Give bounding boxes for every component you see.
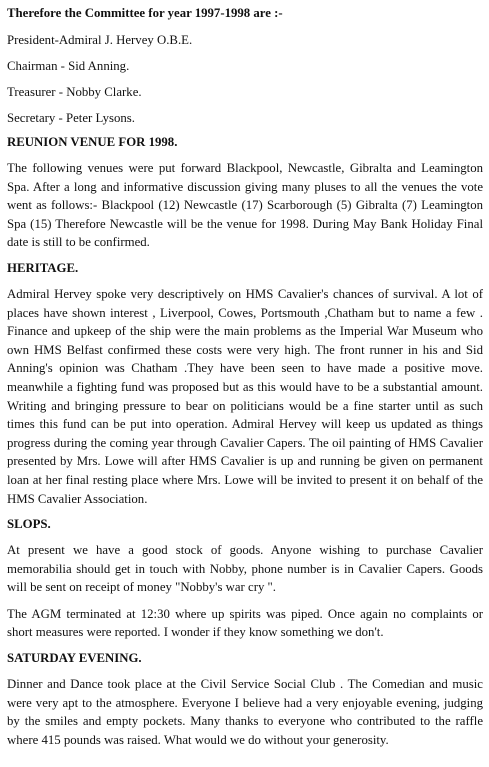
reunion-paragraph: The following venues were put forward Blackpool, Newcastle, Gibralta and Leamington Spa. After a long and informative discussion giving many pluses to all the venues the vote went as follows:- Blackpool (12) Newcastle (17) Scarborough (5) Gibralta (7) Leamington Spa (15) Therefore Newcastle will be the venue for 1998. During May Bank Holiday Final date is still to be confirmed. [7,161,483,250]
document-page [7,6,483,749]
officer-president: President-Admiral J. Hervey O.B.E. [7,33,193,47]
slops-paragraph: At present we have a good stock of goods. Anyone wishing to purchase Cavalier memorabilia should get in touch with Nobby, phone number is in Cavalier Capers. Goods will be sent on receipt of money "Nobby's war cry ". [7,543,483,595]
slops-heading: SLOPS. [7,517,51,532]
officer-treasurer: Treasurer - Nobby Clarke. [7,85,142,99]
agm-paragraph: The AGM terminated at 12:30 where up spirits was piped. Once again no complaints or short measures were reported. I wonder if they know something we don't. [7,606,483,640]
reunion-heading: REUNION VENUE FOR 1998. [7,135,178,149]
officer-chairman: Chairman - Sid Anning. [7,59,130,73]
officer-secretary: Secretary - Peter Lysons. [7,111,135,125]
heritage-heading: HERITAGE. [7,260,79,275]
heritage-paragraph: Admiral Hervey spoke very descriptively on HMS Cavalier's chances of survival. A lot of places have shown interest , Liverpool, Cowes, Portsmouth ,Chatham but to name a few . Finance and upkeep of the ship were the main problems as the Imperial War Museum who own HMS Belfast confirmed these costs were very high. The front runner in his and Sid Anning's opinion was Chatham .They have been seen to have made a positive move. meanwhile a fighting fund was proposed but as this would have to be a substantial amount. Writing and bringing pressure to bear on politicians would be a fine starter until as such times this fund can be put into operation. Admiral Hervey will keep us updated as things progress during the coming year through Cavalier Capers. The oil painting of HMS Cavalier presented by Mrs. Lowe will after HMS Cavalier is up and running be given on permanent loan at her final resting place where Mrs. Lowe will be invited to present it on behalf of the HMS Cavalier Association. [7,286,483,506]
saturday-paragraph: Dinner and Dance took place at the Civil Service Social Club . The Comedian and music were very apt to the atmosphere. Everyone I believe had a very enjoyable evening, judging by the smiles and empty pockets. Many thanks to everyone who contributed to the raffle where 415 pounds was raised. What would we do without your generosity. [7,677,483,747]
saturday-heading: SATURDAY EVENING. [7,651,142,666]
committee-heading: Therefore the Committee for year 1997-1998 are :- [7,6,283,20]
